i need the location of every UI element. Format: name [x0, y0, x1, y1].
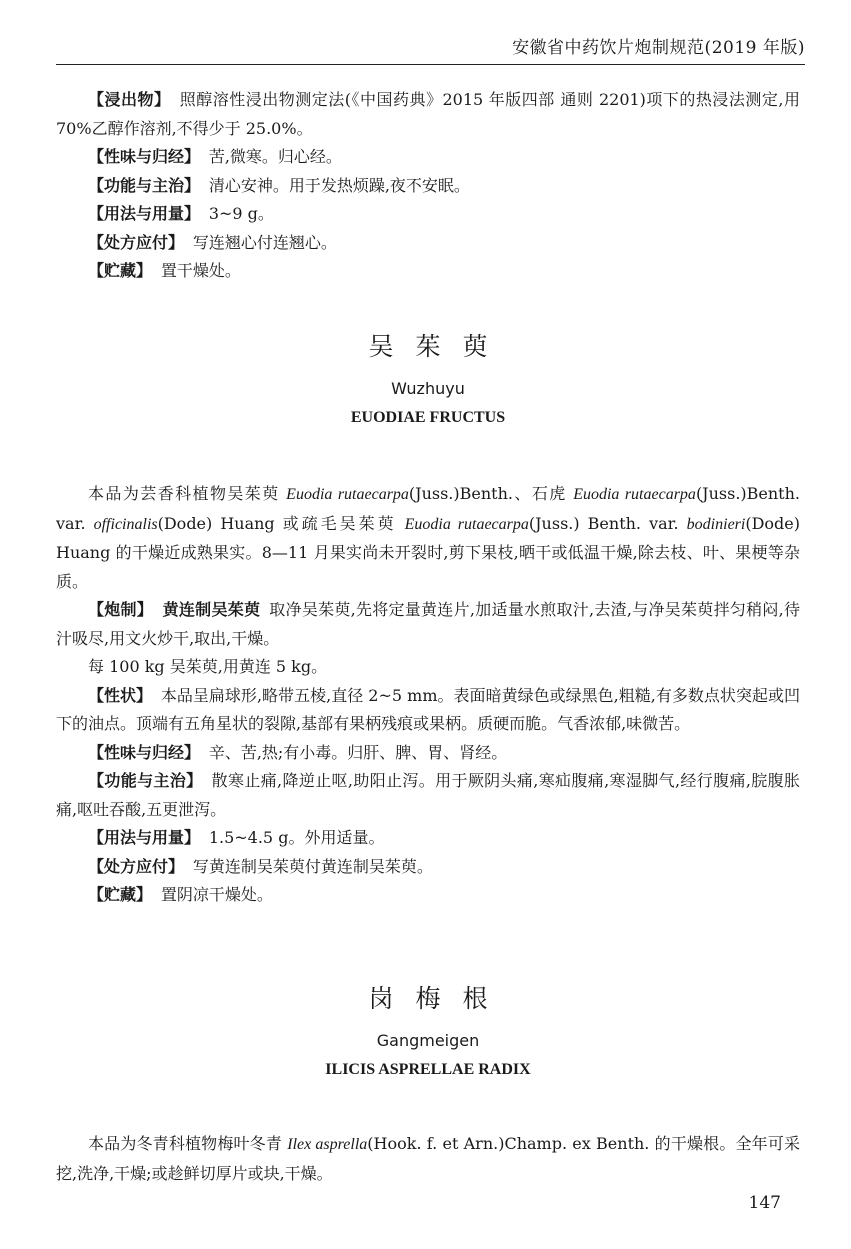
intro-text: 本品为芸香科植物吴茱萸: [88, 484, 287, 503]
gangmeigen-intro: [56, 1130, 800, 1188]
wuzhuyu-intro: [56, 480, 800, 596]
intro-text: (Juss.) Benth. var.: [528, 513, 687, 533]
processing-label: 【炮制】: [88, 600, 154, 619]
description-label: 【性状】: [88, 685, 153, 705]
processing-method: 黄连制吴茱萸: [162, 600, 261, 619]
processing-text: 取净吴茱萸,先将定量黄连片,加适量水煎取汁,去渣,与净吴茱萸拌匀稍闷,待汁吸尽,用文火炒干,取出,干燥。: [56, 600, 800, 648]
dosage-label: 【用法与用量】: [88, 828, 201, 847]
description-text: 本品呈扁球形,略带五棱,直径 2~5 mm。表面暗黄绿色或绿黑色,粗糙,有多数点状突起或凹下的油点。顶端有五角星状的裂隙,基部有果柄残痕或果柄。质硬而脆。气香浓郁,味微苦。: [56, 685, 800, 733]
function-paragraph: [56, 172, 800, 201]
intro-text: (Dode) Huang 的干燥近成熟果实。8—11 月果实尚未开裂时,剪下果枝,晒干或低温干燥,除去枝、叶、果梗等杂质。: [56, 513, 800, 591]
latin-variety: officinalis: [93, 515, 158, 533]
prescription-text: 写黄连制吴茱萸付黄连制吴茱萸。: [192, 856, 433, 876]
page-number: 147: [748, 1193, 781, 1213]
wuzhuyu-latin-name: EUODIAE FRUCTUS: [350, 409, 506, 426]
intro-text: (Dode) Huang 或疏毛吴茱萸: [157, 513, 405, 533]
description-paragraph: [56, 682, 800, 739]
function-text: 散寒止痛,降逆止呕,助阳止泻。用于厥阴头痛,寒疝腹痛,寒湿脚气,经行腹痛,脘腹胀痛,呕吐吞酸,五更泄泻。: [56, 771, 800, 819]
prescription-paragraph: [56, 229, 800, 258]
gangmeigen-names: [56, 1030, 800, 1081]
ratio-paragraph: 每 100 kg 吴茱萸,用黄连 5 kg。: [88, 657, 328, 676]
nature-paragraph: [56, 143, 800, 172]
prescription-paragraph: [56, 853, 800, 882]
nature-paragraph: [56, 739, 800, 768]
storage-text: 置阴凉干燥处。: [160, 885, 273, 904]
function-text: 清心安神。用于发热烦躁,夜不安眠。: [208, 175, 470, 195]
storage-paragraph: [56, 257, 800, 286]
wuzhuyu-body: [56, 480, 800, 910]
function-paragraph: [56, 767, 800, 824]
latin-species: Euodia rutaecarpa: [404, 515, 529, 533]
wuzhuyu-names: [56, 378, 800, 429]
dosage-label: 【用法与用量】: [88, 204, 201, 223]
extract-label: 【浸出物】: [88, 90, 171, 109]
wuzhuyu-pinyin: Wuzhuyu: [391, 379, 465, 398]
prescription-text: 写连翘心付连翘心。: [192, 232, 337, 252]
latin-species: Euodia rutaecarpa: [286, 486, 409, 503]
storage-label: 【贮藏】: [88, 885, 153, 904]
nature-text: 苦,微寒。归心经。: [208, 147, 342, 166]
function-label: 【功能与主治】: [88, 175, 201, 195]
intro-text: (Hook. f. et Arn.)Champ. ex Benth. 的干燥根。全年可采挖,洗净,干燥;或趁鲜切厚片或块,干燥。: [56, 1134, 800, 1183]
running-header: [56, 30, 805, 65]
latin-variety: bodinieri: [686, 515, 746, 533]
dosage-paragraph: [56, 200, 800, 229]
gangmeigen-title: 岗梅根: [368, 984, 510, 1013]
gangmeigen-body: [56, 1130, 800, 1188]
function-label: 【功能与主治】: [88, 771, 203, 790]
intro-text: (Juss.)Benth. var.: [56, 484, 800, 533]
gangmeigen-latin-name: ILICIS ASPRELLAE RADIX: [325, 1061, 531, 1078]
storage-paragraph: [56, 881, 800, 910]
prescription-label: 【处方应付】: [88, 856, 185, 876]
intro-text: 本品为冬青科植物梅叶冬青: [88, 1134, 288, 1153]
wuzhuyu-title: 吴茱萸: [368, 332, 510, 361]
extract-paragraph: [56, 86, 800, 143]
storage-label: 【贮藏】: [88, 261, 153, 280]
extract-text: 照醇溶性浸出物测定法(《中国药典》2015 年版四部 通则 2201)项下的热浸法测定,用 70%乙醇作溶剂,不得少于 25.0%。: [56, 90, 800, 138]
dosage-text: 1.5~4.5 g。外用适量。: [208, 828, 385, 847]
latin-species: Ilex asprella: [287, 1136, 368, 1153]
dosage-paragraph: [56, 824, 800, 853]
latin-species: Euodia rutaecarpa: [573, 486, 696, 503]
header-title: 安徽省中药饮片炮制规范(2019 年版): [512, 38, 805, 58]
dosage-text: 3~9 g。: [208, 204, 274, 223]
intro-text: (Juss.)Benth.、石虎: [408, 484, 574, 503]
prescription-label: 【处方应付】: [88, 232, 185, 252]
nature-label: 【性味与归经】: [88, 147, 201, 166]
gangmeigen-heading: [56, 982, 800, 1016]
wuzhuyu-heading: [56, 330, 800, 364]
processing-paragraph: [56, 596, 800, 653]
nature-label: 【性味与归经】: [88, 742, 201, 762]
gangmeigen-pinyin: Gangmeigen: [376, 1031, 480, 1050]
nature-text: 辛、苦,热;有小毒。归肝、脾、胃、肾经。: [208, 742, 508, 762]
top-section: [56, 86, 800, 286]
storage-text: 置干燥处。: [160, 261, 241, 280]
